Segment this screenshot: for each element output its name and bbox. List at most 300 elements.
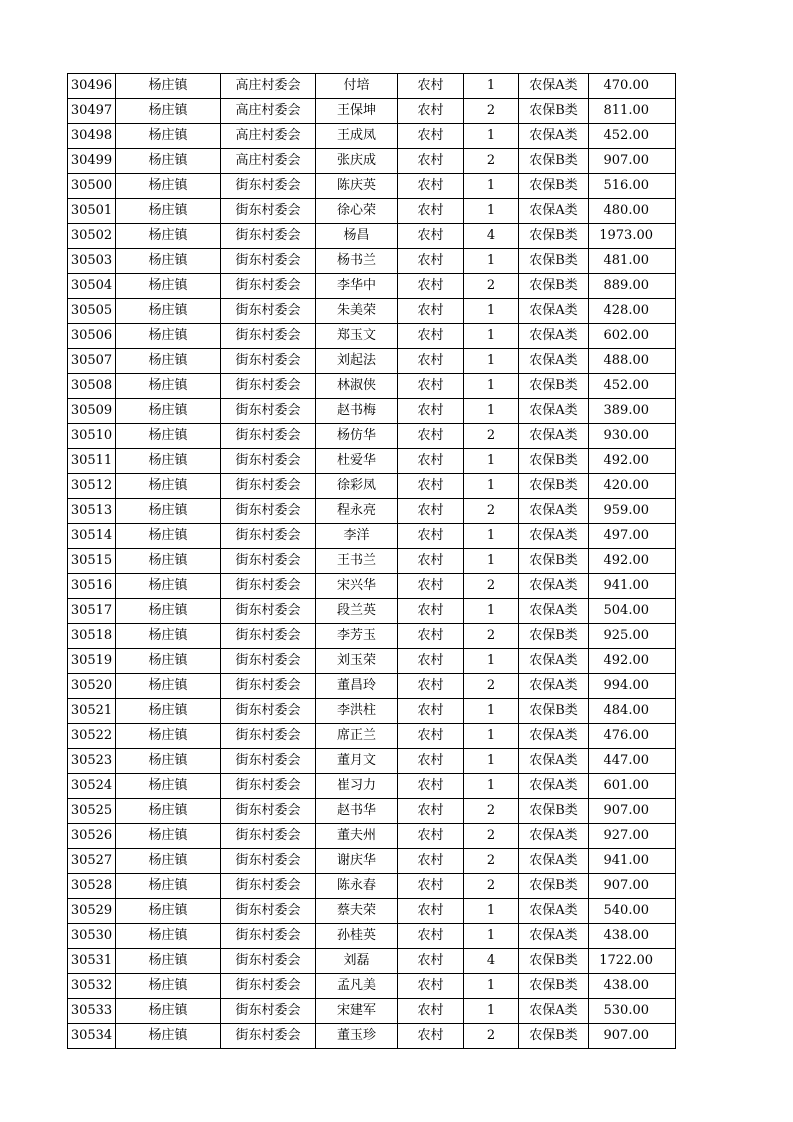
town-cell: 杨庄镇 bbox=[116, 899, 221, 924]
household-count-cell: 1 bbox=[464, 974, 519, 999]
area-type-cell: 农村 bbox=[398, 874, 464, 899]
village-committee-cell: 街东村委会 bbox=[221, 749, 316, 774]
person-name-cell: 朱美荣 bbox=[316, 299, 398, 324]
table-row bbox=[68, 774, 676, 799]
person-name-cell: 李洪柱 bbox=[316, 699, 398, 724]
village-committee-cell: 街东村委会 bbox=[221, 574, 316, 599]
insurance-class-cell: 农保A类 bbox=[519, 299, 589, 324]
area-type-cell: 农村 bbox=[398, 649, 464, 674]
household-count-cell: 1 bbox=[464, 74, 519, 99]
village-committee-cell: 街东村委会 bbox=[221, 524, 316, 549]
village-committee-cell: 高庄村委会 bbox=[221, 149, 316, 174]
town-cell: 杨庄镇 bbox=[116, 624, 221, 649]
village-committee-cell: 街东村委会 bbox=[221, 824, 316, 849]
table-row bbox=[68, 524, 676, 549]
record-id-cell: 30520 bbox=[68, 674, 116, 699]
area-type-cell: 农村 bbox=[398, 99, 464, 124]
amount-cell: 497.00 bbox=[589, 524, 676, 549]
town-cell: 杨庄镇 bbox=[116, 74, 221, 99]
area-type-cell: 农村 bbox=[398, 349, 464, 374]
table-row bbox=[68, 149, 676, 174]
insurance-class-cell: 农保A类 bbox=[519, 199, 589, 224]
amount-cell: 530.00 bbox=[589, 999, 676, 1024]
person-name-cell: 刘起法 bbox=[316, 349, 398, 374]
area-type-cell: 农村 bbox=[398, 674, 464, 699]
town-cell: 杨庄镇 bbox=[116, 524, 221, 549]
village-committee-cell: 高庄村委会 bbox=[221, 99, 316, 124]
household-count-cell: 1 bbox=[464, 474, 519, 499]
record-id-cell: 30511 bbox=[68, 449, 116, 474]
person-name-cell: 刘磊 bbox=[316, 949, 398, 974]
table-row bbox=[68, 449, 676, 474]
insurance-class-cell: 农保A类 bbox=[519, 74, 589, 99]
table-row bbox=[68, 849, 676, 874]
village-committee-cell: 街东村委会 bbox=[221, 424, 316, 449]
town-cell: 杨庄镇 bbox=[116, 249, 221, 274]
table-row bbox=[68, 674, 676, 699]
amount-cell: 452.00 bbox=[589, 374, 676, 399]
town-cell: 杨庄镇 bbox=[116, 749, 221, 774]
amount-cell: 484.00 bbox=[589, 699, 676, 724]
household-count-cell: 1 bbox=[464, 199, 519, 224]
table-row bbox=[68, 424, 676, 449]
insurance-class-cell: 农保A类 bbox=[519, 899, 589, 924]
record-id-cell: 30521 bbox=[68, 699, 116, 724]
insurance-class-cell: 农保A类 bbox=[519, 724, 589, 749]
household-count-cell: 1 bbox=[464, 449, 519, 474]
village-committee-cell: 街东村委会 bbox=[221, 399, 316, 424]
village-committee-cell: 高庄村委会 bbox=[221, 74, 316, 99]
household-count-cell: 1 bbox=[464, 299, 519, 324]
record-id-cell: 30496 bbox=[68, 74, 116, 99]
area-type-cell: 农村 bbox=[398, 224, 464, 249]
table-row bbox=[68, 499, 676, 524]
town-cell: 杨庄镇 bbox=[116, 274, 221, 299]
amount-cell: 492.00 bbox=[589, 649, 676, 674]
record-id-cell: 30515 bbox=[68, 549, 116, 574]
record-id-cell: 30514 bbox=[68, 524, 116, 549]
insurance-class-cell: 农保B类 bbox=[519, 699, 589, 724]
table-row bbox=[68, 374, 676, 399]
insurance-class-cell: 农保B类 bbox=[519, 174, 589, 199]
village-committee-cell: 街东村委会 bbox=[221, 1024, 316, 1049]
town-cell: 杨庄镇 bbox=[116, 199, 221, 224]
amount-cell: 941.00 bbox=[589, 574, 676, 599]
town-cell: 杨庄镇 bbox=[116, 799, 221, 824]
town-cell: 杨庄镇 bbox=[116, 724, 221, 749]
amount-cell: 941.00 bbox=[589, 849, 676, 874]
record-id-cell: 30507 bbox=[68, 349, 116, 374]
person-name-cell: 林淑侠 bbox=[316, 374, 398, 399]
person-name-cell: 孟凡美 bbox=[316, 974, 398, 999]
record-id-cell: 30527 bbox=[68, 849, 116, 874]
amount-cell: 1722.00 bbox=[589, 949, 676, 974]
record-id-cell: 30505 bbox=[68, 299, 116, 324]
person-name-cell: 李芳玉 bbox=[316, 624, 398, 649]
table-row bbox=[68, 199, 676, 224]
household-count-cell: 2 bbox=[464, 574, 519, 599]
village-committee-cell: 街东村委会 bbox=[221, 449, 316, 474]
insurance-class-cell: 农保B类 bbox=[519, 474, 589, 499]
insurance-class-cell: 农保A类 bbox=[519, 124, 589, 149]
table-row bbox=[68, 249, 676, 274]
insurance-class-cell: 农保A类 bbox=[519, 774, 589, 799]
household-count-cell: 1 bbox=[464, 599, 519, 624]
amount-cell: 907.00 bbox=[589, 874, 676, 899]
person-name-cell: 陈永春 bbox=[316, 874, 398, 899]
person-name-cell: 宋建军 bbox=[316, 999, 398, 1024]
person-name-cell: 徐彩凤 bbox=[316, 474, 398, 499]
village-committee-cell: 街东村委会 bbox=[221, 599, 316, 624]
person-name-cell: 刘玉荣 bbox=[316, 649, 398, 674]
insurance-class-cell: 农保B类 bbox=[519, 449, 589, 474]
person-name-cell: 宋兴华 bbox=[316, 574, 398, 599]
amount-cell: 930.00 bbox=[589, 424, 676, 449]
household-count-cell: 1 bbox=[464, 724, 519, 749]
insurance-class-cell: 农保A类 bbox=[519, 999, 589, 1024]
amount-cell: 959.00 bbox=[589, 499, 676, 524]
town-cell: 杨庄镇 bbox=[116, 924, 221, 949]
town-cell: 杨庄镇 bbox=[116, 124, 221, 149]
person-name-cell: 蔡夫荣 bbox=[316, 899, 398, 924]
insurance-class-cell: 农保B类 bbox=[519, 274, 589, 299]
insurance-class-cell: 农保A类 bbox=[519, 599, 589, 624]
table-row bbox=[68, 924, 676, 949]
town-cell: 杨庄镇 bbox=[116, 974, 221, 999]
record-id-cell: 30513 bbox=[68, 499, 116, 524]
insurance-class-cell: 农保B类 bbox=[519, 249, 589, 274]
record-id-cell: 30530 bbox=[68, 924, 116, 949]
area-type-cell: 农村 bbox=[398, 549, 464, 574]
town-cell: 杨庄镇 bbox=[116, 949, 221, 974]
record-id-cell: 30510 bbox=[68, 424, 116, 449]
record-id-cell: 30509 bbox=[68, 399, 116, 424]
person-name-cell: 王书兰 bbox=[316, 549, 398, 574]
household-count-cell: 2 bbox=[464, 624, 519, 649]
insurance-class-cell: 农保B类 bbox=[519, 149, 589, 174]
area-type-cell: 农村 bbox=[398, 74, 464, 99]
insurance-class-cell: 农保A类 bbox=[519, 574, 589, 599]
person-name-cell: 赵书梅 bbox=[316, 399, 398, 424]
amount-cell: 504.00 bbox=[589, 599, 676, 624]
household-count-cell: 1 bbox=[464, 399, 519, 424]
amount-cell: 488.00 bbox=[589, 349, 676, 374]
insurance-class-cell: 农保A类 bbox=[519, 674, 589, 699]
record-id-cell: 30502 bbox=[68, 224, 116, 249]
area-type-cell: 农村 bbox=[398, 474, 464, 499]
area-type-cell: 农村 bbox=[398, 574, 464, 599]
town-cell: 杨庄镇 bbox=[116, 574, 221, 599]
record-id-cell: 30506 bbox=[68, 324, 116, 349]
insurance-class-cell: 农保B类 bbox=[519, 949, 589, 974]
person-name-cell: 段兰英 bbox=[316, 599, 398, 624]
village-committee-cell: 街东村委会 bbox=[221, 499, 316, 524]
person-name-cell: 席正兰 bbox=[316, 724, 398, 749]
amount-cell: 540.00 bbox=[589, 899, 676, 924]
record-id-cell: 30508 bbox=[68, 374, 116, 399]
household-count-cell: 1 bbox=[464, 649, 519, 674]
town-cell: 杨庄镇 bbox=[116, 824, 221, 849]
amount-cell: 447.00 bbox=[589, 749, 676, 774]
town-cell: 杨庄镇 bbox=[116, 474, 221, 499]
household-count-cell: 2 bbox=[464, 499, 519, 524]
person-name-cell: 程永亮 bbox=[316, 499, 398, 524]
insurance-class-cell: 农保A类 bbox=[519, 849, 589, 874]
insurance-class-cell: 农保B类 bbox=[519, 549, 589, 574]
record-id-cell: 30499 bbox=[68, 149, 116, 174]
household-count-cell: 2 bbox=[464, 824, 519, 849]
person-name-cell: 付培 bbox=[316, 74, 398, 99]
record-id-cell: 30517 bbox=[68, 599, 116, 624]
record-id-cell: 30531 bbox=[68, 949, 116, 974]
town-cell: 杨庄镇 bbox=[116, 599, 221, 624]
table-row bbox=[68, 299, 676, 324]
insurance-class-cell: 农保B类 bbox=[519, 624, 589, 649]
village-committee-cell: 街东村委会 bbox=[221, 999, 316, 1024]
village-committee-cell: 街东村委会 bbox=[221, 324, 316, 349]
household-count-cell: 2 bbox=[464, 874, 519, 899]
area-type-cell: 农村 bbox=[398, 974, 464, 999]
record-id-cell: 30501 bbox=[68, 199, 116, 224]
person-name-cell: 董月文 bbox=[316, 749, 398, 774]
insurance-class-cell: 农保A类 bbox=[519, 499, 589, 524]
amount-cell: 438.00 bbox=[589, 924, 676, 949]
amount-cell: 907.00 bbox=[589, 799, 676, 824]
amount-cell: 452.00 bbox=[589, 124, 676, 149]
village-committee-cell: 街东村委会 bbox=[221, 299, 316, 324]
record-id-cell: 30523 bbox=[68, 749, 116, 774]
area-type-cell: 农村 bbox=[398, 799, 464, 824]
household-count-cell: 1 bbox=[464, 174, 519, 199]
town-cell: 杨庄镇 bbox=[116, 674, 221, 699]
insurance-class-cell: 农保A类 bbox=[519, 824, 589, 849]
person-name-cell: 谢庆华 bbox=[316, 849, 398, 874]
household-count-cell: 2 bbox=[464, 99, 519, 124]
household-count-cell: 1 bbox=[464, 124, 519, 149]
household-count-cell: 2 bbox=[464, 849, 519, 874]
village-committee-cell: 街东村委会 bbox=[221, 774, 316, 799]
town-cell: 杨庄镇 bbox=[116, 774, 221, 799]
village-committee-cell: 街东村委会 bbox=[221, 924, 316, 949]
insurance-class-cell: 农保B类 bbox=[519, 1024, 589, 1049]
record-id-cell: 30533 bbox=[68, 999, 116, 1024]
record-id-cell: 30498 bbox=[68, 124, 116, 149]
insurance-class-cell: 农保B类 bbox=[519, 974, 589, 999]
person-name-cell: 杜爱华 bbox=[316, 449, 398, 474]
amount-cell: 470.00 bbox=[589, 74, 676, 99]
amount-cell: 994.00 bbox=[589, 674, 676, 699]
record-id-cell: 30503 bbox=[68, 249, 116, 274]
amount-cell: 476.00 bbox=[589, 724, 676, 749]
person-name-cell: 郑玉文 bbox=[316, 324, 398, 349]
record-id-cell: 30512 bbox=[68, 474, 116, 499]
area-type-cell: 农村 bbox=[398, 949, 464, 974]
amount-cell: 811.00 bbox=[589, 99, 676, 124]
record-id-cell: 30497 bbox=[68, 99, 116, 124]
table-row bbox=[68, 549, 676, 574]
amount-cell: 602.00 bbox=[589, 324, 676, 349]
table-row bbox=[68, 174, 676, 199]
person-name-cell: 王保坤 bbox=[316, 99, 398, 124]
household-count-cell: 1 bbox=[464, 549, 519, 574]
household-count-cell: 4 bbox=[464, 224, 519, 249]
table-row bbox=[68, 274, 676, 299]
table-row bbox=[68, 599, 676, 624]
area-type-cell: 农村 bbox=[398, 174, 464, 199]
area-type-cell: 农村 bbox=[398, 1024, 464, 1049]
area-type-cell: 农村 bbox=[398, 249, 464, 274]
area-type-cell: 农村 bbox=[398, 324, 464, 349]
record-id-cell: 30525 bbox=[68, 799, 116, 824]
town-cell: 杨庄镇 bbox=[116, 424, 221, 449]
village-committee-cell: 街东村委会 bbox=[221, 374, 316, 399]
person-name-cell: 杨书兰 bbox=[316, 249, 398, 274]
household-count-cell: 1 bbox=[464, 999, 519, 1024]
town-cell: 杨庄镇 bbox=[116, 224, 221, 249]
area-type-cell: 农村 bbox=[398, 124, 464, 149]
person-name-cell: 崔习力 bbox=[316, 774, 398, 799]
household-count-cell: 2 bbox=[464, 274, 519, 299]
table-row bbox=[68, 874, 676, 899]
area-type-cell: 农村 bbox=[398, 424, 464, 449]
insurance-class-cell: 农保A类 bbox=[519, 324, 589, 349]
town-cell: 杨庄镇 bbox=[116, 1024, 221, 1049]
area-type-cell: 农村 bbox=[398, 374, 464, 399]
town-cell: 杨庄镇 bbox=[116, 849, 221, 874]
amount-cell: 907.00 bbox=[589, 149, 676, 174]
table-row bbox=[68, 649, 676, 674]
area-type-cell: 农村 bbox=[398, 724, 464, 749]
person-name-cell: 杨昌 bbox=[316, 224, 398, 249]
village-committee-cell: 街东村委会 bbox=[221, 474, 316, 499]
table-row bbox=[68, 949, 676, 974]
household-count-cell: 1 bbox=[464, 349, 519, 374]
table-row bbox=[68, 799, 676, 824]
person-name-cell: 李华中 bbox=[316, 274, 398, 299]
table-row bbox=[68, 124, 676, 149]
town-cell: 杨庄镇 bbox=[116, 699, 221, 724]
village-committee-cell: 街东村委会 bbox=[221, 224, 316, 249]
insurance-class-cell: 农保B类 bbox=[519, 874, 589, 899]
table-row bbox=[68, 699, 676, 724]
town-cell: 杨庄镇 bbox=[116, 299, 221, 324]
record-id-cell: 30534 bbox=[68, 1024, 116, 1049]
household-count-cell: 2 bbox=[464, 799, 519, 824]
table-row bbox=[68, 999, 676, 1024]
insurance-class-cell: 农保A类 bbox=[519, 924, 589, 949]
area-type-cell: 农村 bbox=[398, 899, 464, 924]
amount-cell: 1973.00 bbox=[589, 224, 676, 249]
table-row bbox=[68, 99, 676, 124]
area-type-cell: 农村 bbox=[398, 999, 464, 1024]
area-type-cell: 农村 bbox=[398, 274, 464, 299]
insurance-class-cell: 农保A类 bbox=[519, 399, 589, 424]
household-count-cell: 1 bbox=[464, 374, 519, 399]
amount-cell: 438.00 bbox=[589, 974, 676, 999]
area-type-cell: 农村 bbox=[398, 924, 464, 949]
person-name-cell: 徐心荣 bbox=[316, 199, 398, 224]
village-committee-cell: 街东村委会 bbox=[221, 799, 316, 824]
village-committee-cell: 街东村委会 bbox=[221, 874, 316, 899]
household-count-cell: 1 bbox=[464, 699, 519, 724]
village-committee-cell: 街东村委会 bbox=[221, 199, 316, 224]
village-committee-cell: 街东村委会 bbox=[221, 849, 316, 874]
household-count-cell: 2 bbox=[464, 674, 519, 699]
household-count-cell: 1 bbox=[464, 899, 519, 924]
table-row bbox=[68, 474, 676, 499]
record-id-cell: 30529 bbox=[68, 899, 116, 924]
record-id-cell: 30516 bbox=[68, 574, 116, 599]
village-committee-cell: 街东村委会 bbox=[221, 624, 316, 649]
area-type-cell: 农村 bbox=[398, 749, 464, 774]
amount-cell: 601.00 bbox=[589, 774, 676, 799]
table-row bbox=[68, 224, 676, 249]
village-committee-cell: 街东村委会 bbox=[221, 549, 316, 574]
record-id-cell: 30526 bbox=[68, 824, 116, 849]
person-name-cell: 赵书华 bbox=[316, 799, 398, 824]
household-count-cell: 1 bbox=[464, 924, 519, 949]
village-committee-cell: 街东村委会 bbox=[221, 699, 316, 724]
amount-cell: 481.00 bbox=[589, 249, 676, 274]
amount-cell: 925.00 bbox=[589, 624, 676, 649]
insurance-class-cell: 农保B类 bbox=[519, 374, 589, 399]
insurance-class-cell: 农保A类 bbox=[519, 424, 589, 449]
person-name-cell: 张庆成 bbox=[316, 149, 398, 174]
amount-cell: 420.00 bbox=[589, 474, 676, 499]
area-type-cell: 农村 bbox=[398, 824, 464, 849]
insurance-class-cell: 农保A类 bbox=[519, 349, 589, 374]
village-committee-cell: 街东村委会 bbox=[221, 649, 316, 674]
town-cell: 杨庄镇 bbox=[116, 399, 221, 424]
insurance-class-cell: 农保B类 bbox=[519, 224, 589, 249]
table-row bbox=[68, 324, 676, 349]
village-committee-cell: 街东村委会 bbox=[221, 674, 316, 699]
table-row bbox=[68, 74, 676, 99]
amount-cell: 927.00 bbox=[589, 824, 676, 849]
area-type-cell: 农村 bbox=[398, 399, 464, 424]
town-cell: 杨庄镇 bbox=[116, 549, 221, 574]
village-committee-cell: 街东村委会 bbox=[221, 249, 316, 274]
amount-cell: 480.00 bbox=[589, 199, 676, 224]
insurance-class-cell: 农保B类 bbox=[519, 99, 589, 124]
household-count-cell: 1 bbox=[464, 774, 519, 799]
amount-cell: 907.00 bbox=[589, 1024, 676, 1049]
village-committee-cell: 街东村委会 bbox=[221, 974, 316, 999]
person-name-cell: 王成凤 bbox=[316, 124, 398, 149]
records-table bbox=[67, 73, 676, 1049]
village-committee-cell: 街东村委会 bbox=[221, 899, 316, 924]
village-committee-cell: 街东村委会 bbox=[221, 724, 316, 749]
table-row bbox=[68, 724, 676, 749]
table-row bbox=[68, 824, 676, 849]
amount-cell: 428.00 bbox=[589, 299, 676, 324]
household-count-cell: 1 bbox=[464, 524, 519, 549]
household-count-cell: 4 bbox=[464, 949, 519, 974]
amount-cell: 492.00 bbox=[589, 449, 676, 474]
amount-cell: 492.00 bbox=[589, 549, 676, 574]
household-count-cell: 2 bbox=[464, 424, 519, 449]
town-cell: 杨庄镇 bbox=[116, 149, 221, 174]
insurance-class-cell: 农保A类 bbox=[519, 749, 589, 774]
record-id-cell: 30532 bbox=[68, 974, 116, 999]
table-row bbox=[68, 574, 676, 599]
person-name-cell: 陈庆英 bbox=[316, 174, 398, 199]
town-cell: 杨庄镇 bbox=[116, 449, 221, 474]
records-body bbox=[68, 74, 676, 1049]
area-type-cell: 农村 bbox=[398, 199, 464, 224]
household-count-cell: 2 bbox=[464, 1024, 519, 1049]
person-name-cell: 董昌玲 bbox=[316, 674, 398, 699]
